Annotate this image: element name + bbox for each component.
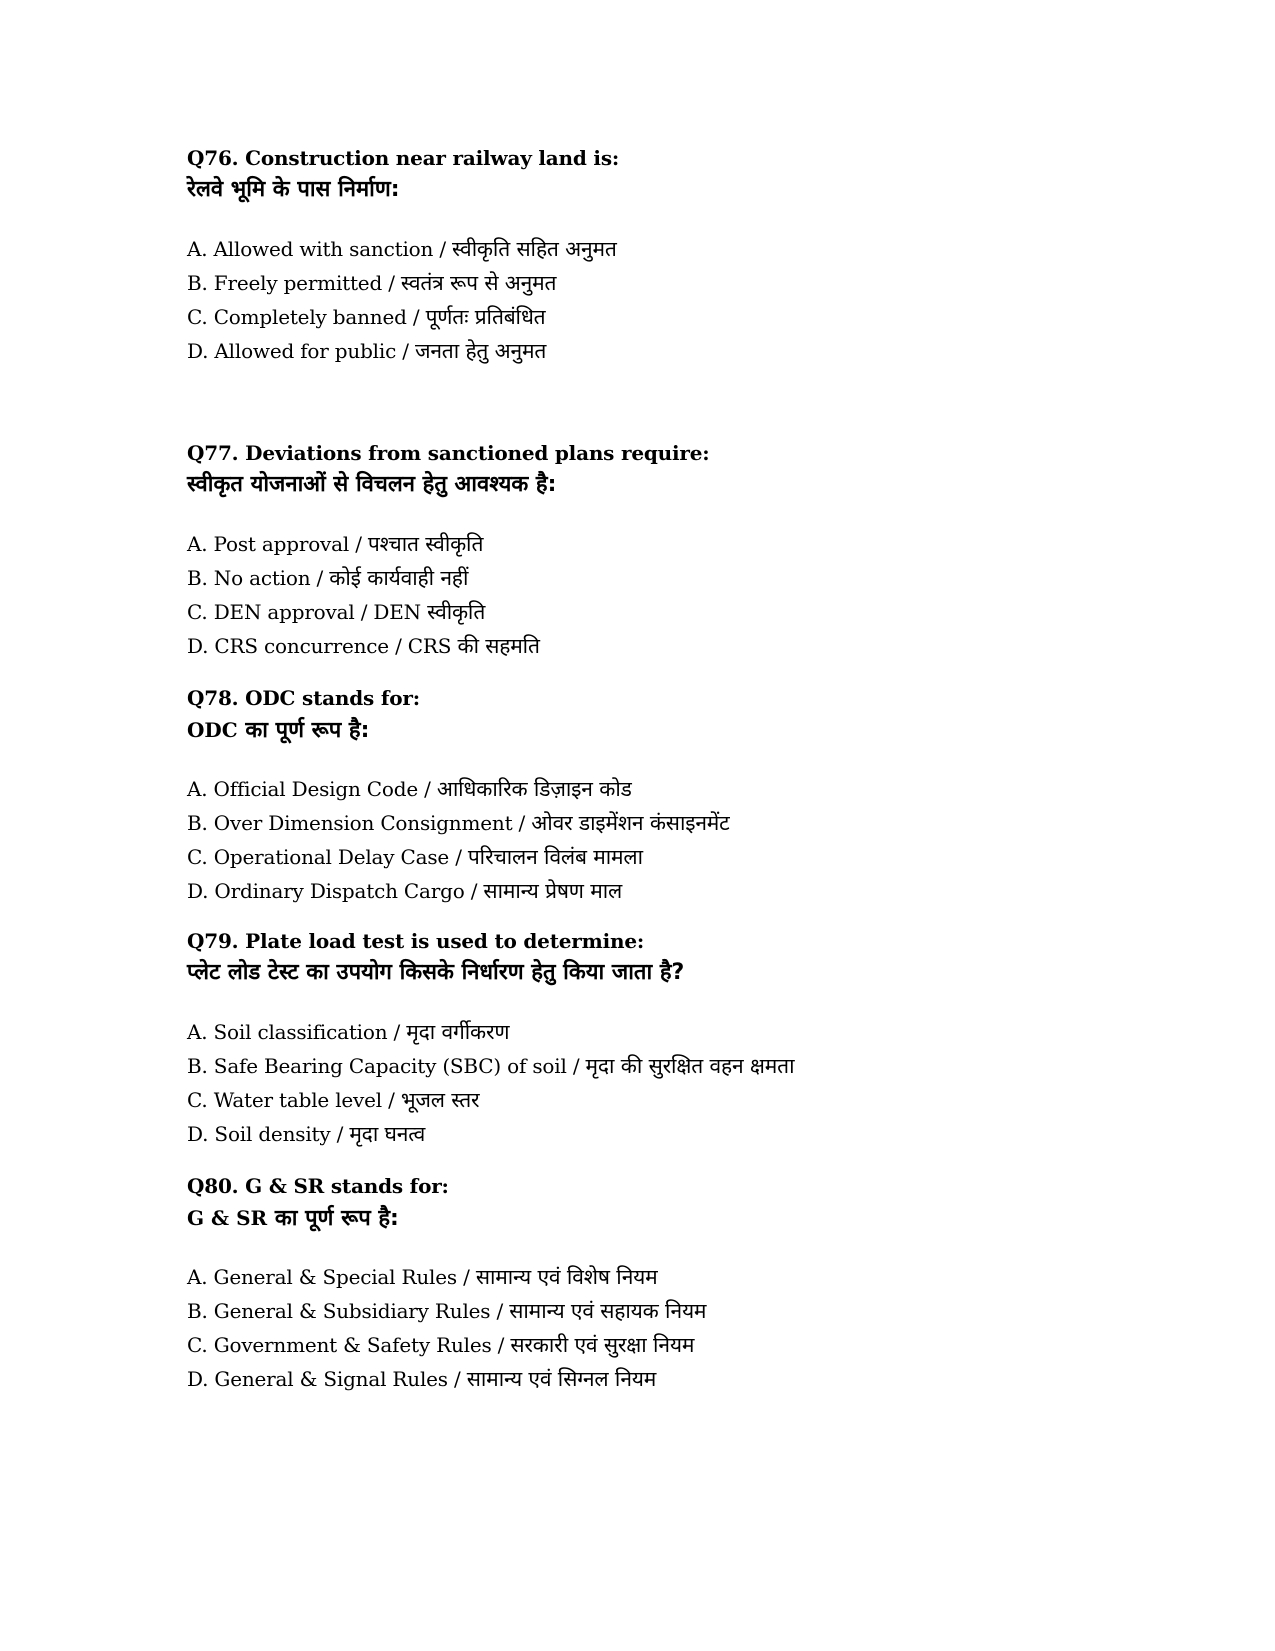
hindi-prefix: G & SR (187, 1206, 268, 1230)
option-hi: स्वतंत्र रूप से अनुमत (400, 271, 557, 295)
option-hi: स्वीकृति (427, 600, 486, 624)
question-79-title: Q79. Plate load test is used to determine: (187, 929, 645, 953)
question-80-hindi (187, 1204, 399, 1233)
option-hi: मृदा वर्गीकरण (406, 1020, 510, 1044)
option-hi: पूर्णतः प्रतिबंधित (425, 305, 546, 329)
option-hi: मृदा घनत्व (349, 1122, 426, 1146)
option-hi: मृदा की सुरक्षित वहन क्षमता (585, 1054, 795, 1078)
option-en: C. Operational Delay Case / (187, 845, 462, 869)
option-en: B. General & Subsidiary Rules / (187, 1299, 504, 1323)
question-77-title: Q77. Deviations from sanctioned plans require: (187, 441, 710, 465)
option-hi: सरकारी एवं सुरक्षा नियम (510, 1333, 695, 1357)
option-hi: पश्चात स्वीकृति (367, 532, 484, 556)
option-en: D. Soil density / (187, 1122, 344, 1146)
option-hi: परिचालन विलंब मामला (467, 845, 643, 869)
option-hi: सामान्य एवं विशेष नियम (475, 1265, 658, 1289)
option-en: C. DEN approval / DEN (187, 600, 421, 624)
question-78-option-d (187, 878, 622, 904)
question-77-option-a (187, 531, 483, 557)
question-79-option-c (187, 1087, 479, 1113)
option-en: A. Post approval / (187, 532, 362, 556)
question-77-option-c (187, 599, 485, 625)
option-hi: सामान्य प्रेषण माल (483, 879, 623, 903)
question-78-option-c (187, 844, 643, 870)
option-hi: भूजल स्तर (400, 1088, 480, 1112)
option-en: C. Water table level / (187, 1088, 395, 1112)
option-hi: आधिकारिक डिज़ाइन कोड (436, 777, 632, 801)
question-80-option-b (187, 1298, 706, 1324)
question-76-option-c (187, 304, 545, 330)
option-hi: जनता हेतु अनुमत (414, 339, 547, 363)
question-76-hindi: रेलवे भूमि के पास निर्माण: (187, 177, 400, 202)
option-en: D. Ordinary Dispatch Cargo / (187, 879, 478, 903)
question-76-option-a (187, 236, 617, 262)
option-en: A. General & Special Rules / (187, 1265, 470, 1289)
question-77-hindi: स्वीकृत योजनाओं से विचलन हेतु आवश्यक है: (187, 472, 557, 497)
question-76-option-b (187, 270, 556, 296)
option-hi: कोई कार्यवाही नहीं (329, 566, 469, 590)
hindi-text: का पूर्ण रूप है: (274, 1206, 399, 1231)
option-en: B. Safe Bearing Capacity (SBC) of soil / (187, 1054, 580, 1078)
option-hi: सामान्य एवं सिग्नल नियम (466, 1367, 657, 1391)
question-78-option-a (187, 776, 632, 802)
option-hi: सामान्य एवं सहायक नियम (509, 1299, 707, 1323)
hindi-text: का पूर्ण रूप है: (245, 718, 370, 743)
option-en: B. Freely permitted / (187, 271, 395, 295)
option-hi: की सहमति (457, 634, 540, 658)
question-77-option-d (187, 633, 540, 659)
option-en: C. Government & Safety Rules / (187, 1333, 505, 1357)
question-80-title: Q80. G & SR stands for: (187, 1174, 449, 1198)
option-en: D. General & Signal Rules / (187, 1367, 461, 1391)
option-hi: स्वीकृति सहित अनुमत (452, 237, 617, 261)
question-77-option-b (187, 565, 468, 591)
option-hi: ओवर डाइमेंशन कंसाइनमेंट (531, 811, 730, 835)
option-en: D. Allowed for public / (187, 339, 409, 363)
question-80-option-a (187, 1264, 658, 1290)
question-79-option-a (187, 1019, 509, 1045)
question-76-title: Q76. Construction near railway land is: (187, 146, 620, 170)
question-78-hindi (187, 716, 369, 745)
hindi-prefix: ODC (187, 718, 238, 742)
question-79-hindi: प्लेट लोड टेस्ट का उपयोग किसके निर्धारण हेतु किया जाता है? (187, 960, 685, 985)
option-en: A. Soil classification / (187, 1020, 401, 1044)
option-en: B. No action / (187, 566, 324, 590)
option-en: B. Over Dimension Consignment / (187, 811, 526, 835)
question-78-title: Q78. ODC stands for: (187, 686, 420, 710)
option-en: D. CRS concurrence / CRS (187, 634, 452, 658)
option-en: A. Official Design Code / (187, 777, 431, 801)
question-79-option-d (187, 1121, 425, 1147)
question-80-option-c (187, 1332, 694, 1358)
question-78-option-b (187, 810, 730, 836)
question-76-option-d (187, 338, 546, 364)
option-en: C. Completely banned / (187, 305, 420, 329)
question-79-option-b (187, 1053, 794, 1079)
option-en: A. Allowed with sanction / (187, 237, 446, 261)
question-80-option-d (187, 1366, 656, 1392)
